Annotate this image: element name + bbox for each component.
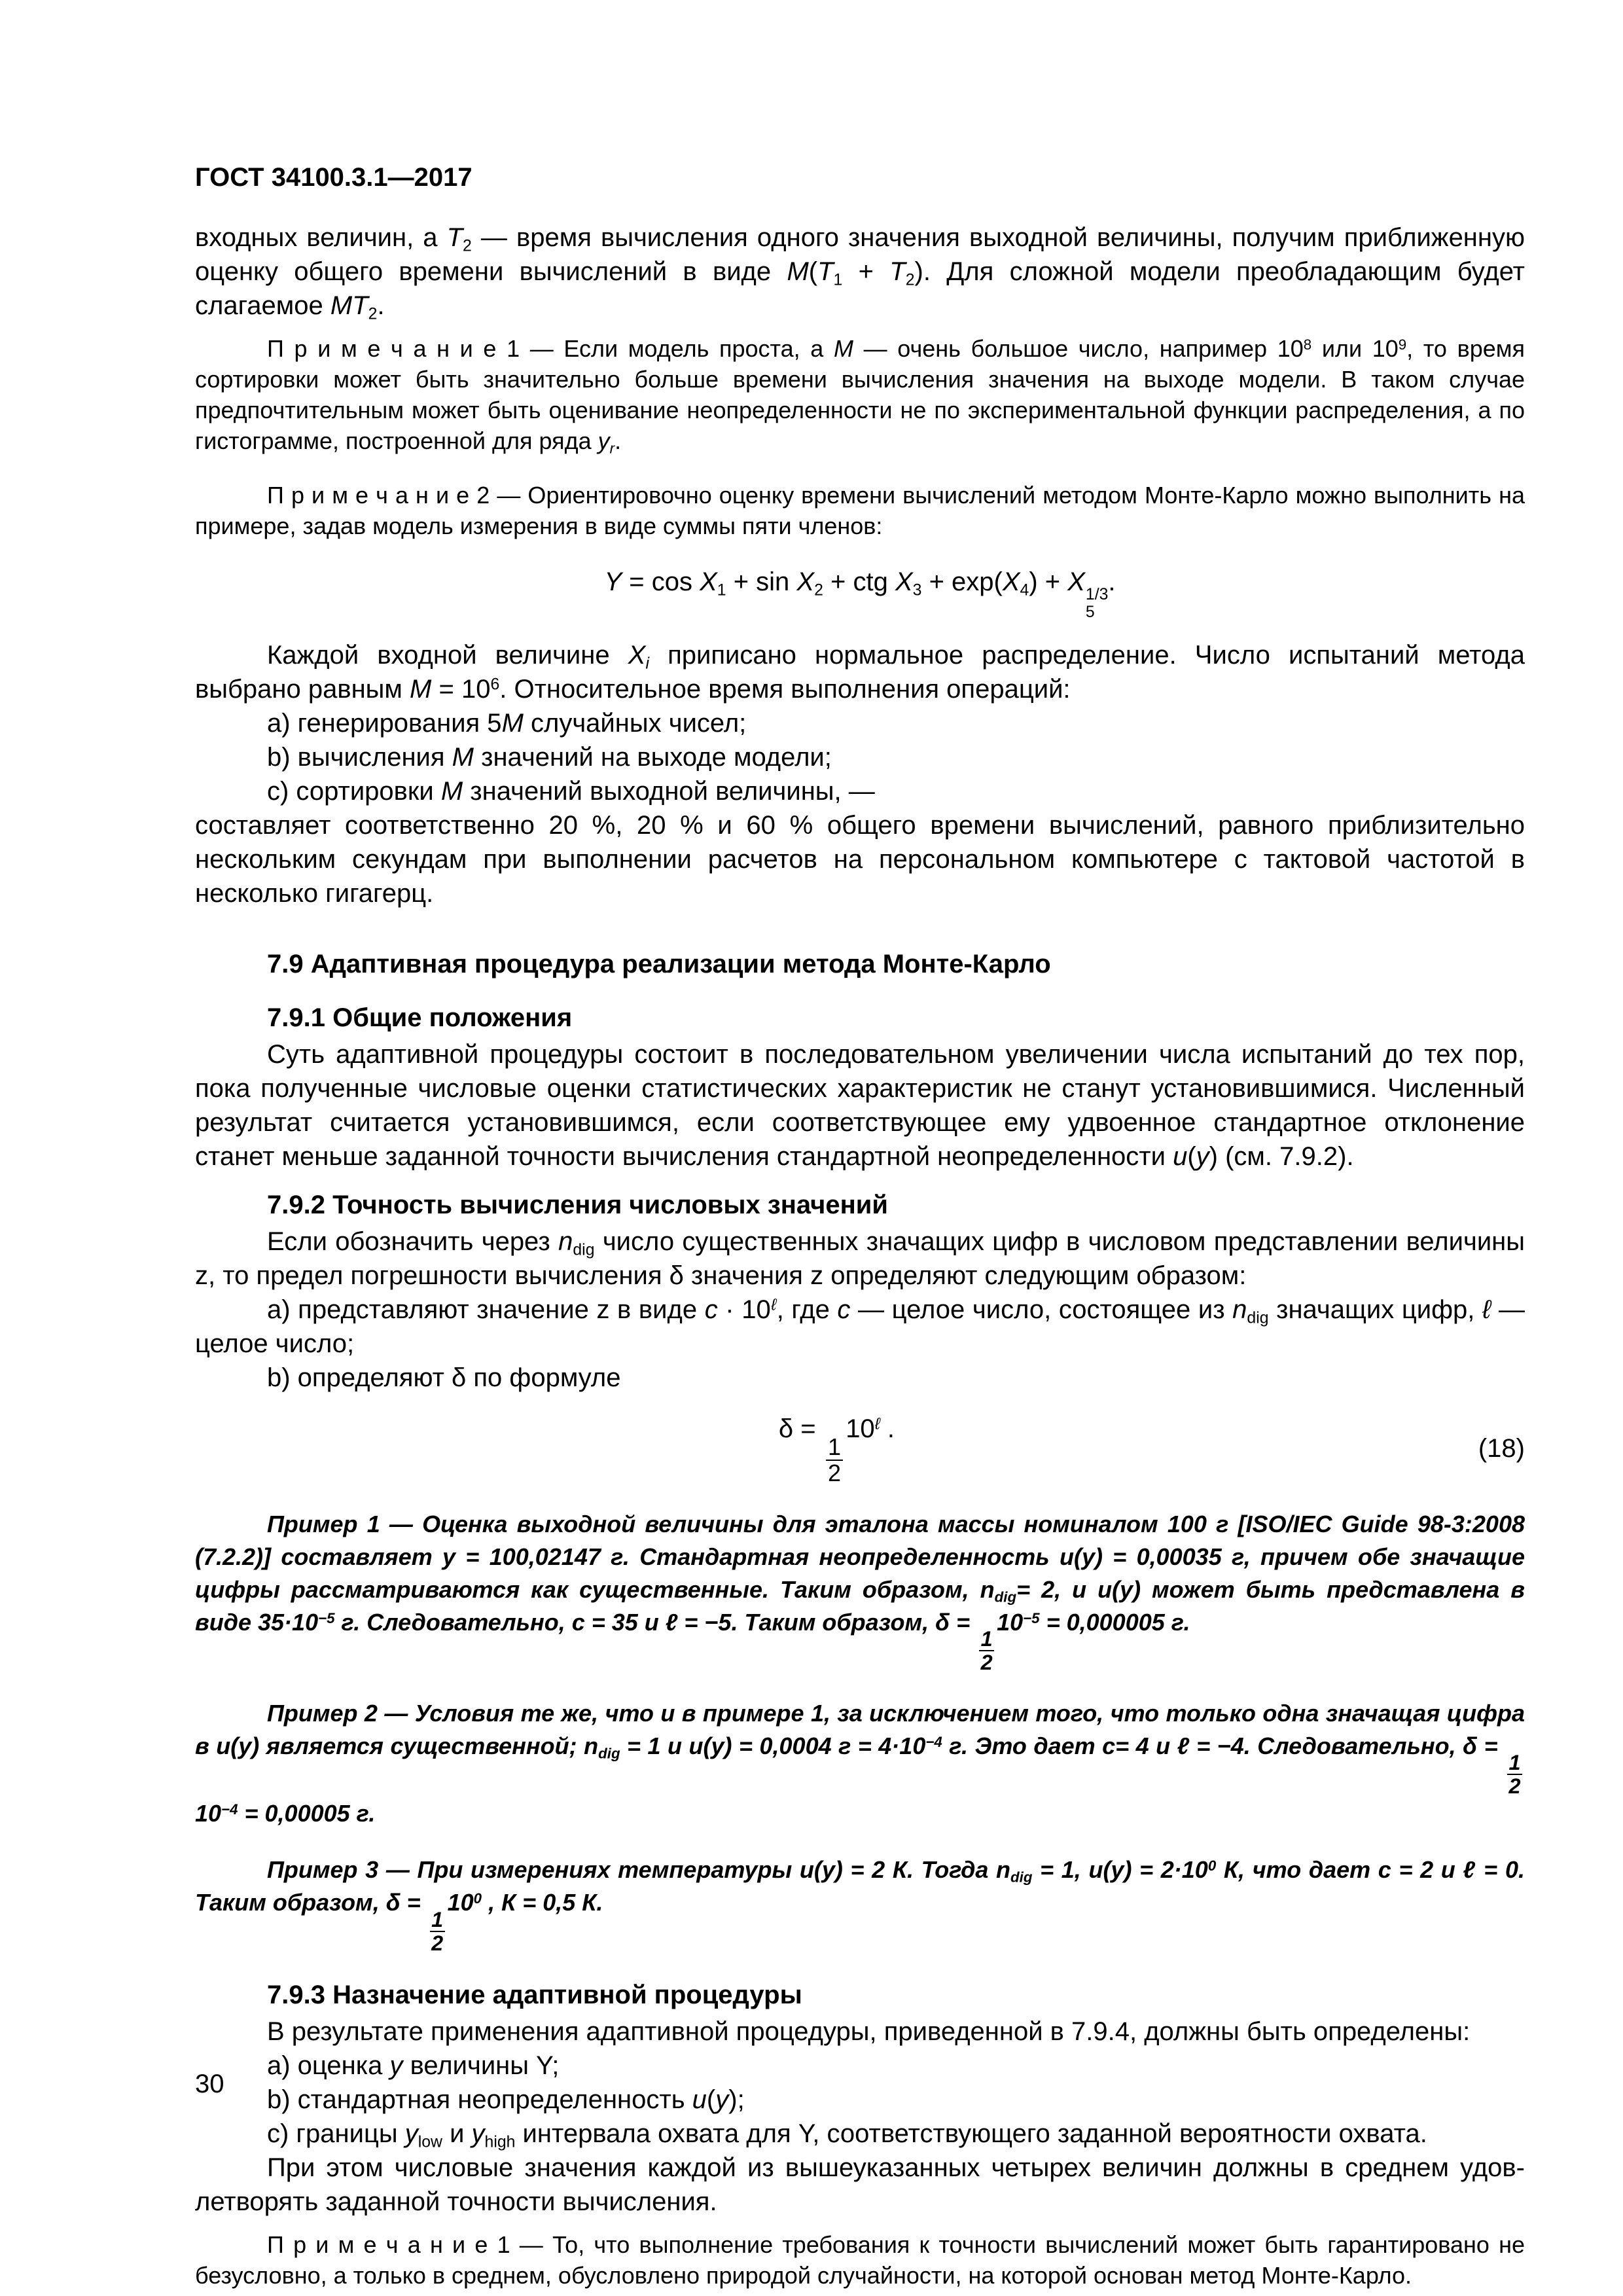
heading-7-9: 7.9 Адаптивная процедура реализации метода Монте-Карло [267, 950, 1051, 979]
list-item-7-9-2-a: a) представляют значение z в виде $c \cdot 10^\ell$, где c — целое число, состоящее из ndig значащих цифр, ℓ — целое число; [195, 1295, 1525, 1359]
list-item-7-9-3-c: c) границы ylow и yhigh интервала охвата для Y, соответствующего заданной вероятности охвата. [267, 2119, 1427, 2151]
para-computation-time: входных величин, а T2 — время вычисления одного значения выходной величины, получим приближенную оценку общего времени вычислений в виде M(T1 + T2). Для сложной модели преобладающим будет слагаемое MT2. [195, 223, 1525, 323]
formula-18-number: (18) [1478, 1434, 1525, 1463]
list-item-ops-a: a) генерирования 5M случайных чисел; [267, 709, 747, 738]
example-3: Пример 3 — При измерениях температуры u(y) = 2 К. Тогда ndig = 1, $u(y) = 2\cdot 10^0$ К, что дает c = 2 и ℓ = 0. Таким образом, δ = $\frac{1}{2}$ $10^0$ , К = 0,5 К. [195, 1856, 1525, 1955]
list-item-7-9-2-b: b) определяют δ по формуле [267, 1363, 621, 1393]
list-item-7-9-3-a: a) оценка y величины Y; [267, 2051, 560, 2080]
note-3: П р и м е ч а н и е 1 — То, что выполнение требования к точности вычислений может быть гарантировано не безусловно, а только в среднем, обусловлено природой случайности, на которой основан метод Монте-Карло. [195, 2231, 1525, 2289]
list-item-7-9-3-b: b) стандартная неопределенность u(y); [267, 2085, 745, 2114]
example-2: Пример 2 — Условия те же, что и в примере 1, за исключением того, что только одна значащая цифра в u(y) является существенной; ndig = 1 и u(y) = 0,0004 $г = 4\cdot 10^{-4}$ г. Это дает c= 4 и ℓ = −4. Следовательно, δ = $\frac{1}{2}$ $10^{-4} = 0,00005$ г. [195, 1700, 1525, 1827]
formula-model-row [195, 565, 1525, 621]
list-item-ops-b: b) вычисления M значений на выходе модели; [267, 743, 832, 772]
formula-model: Y = cos X1 + sin X2 + ctg X3 + exp(X4) + X 1/3 5 . [604, 567, 1116, 621]
example-1: Пример 1 — Оценка выходной величины для эталона массы номиналом 100 г [ISO/IEC Guide 98-3:2008 (7.2.2)] составляет y = 100,02147 г. Стандартная неопределенность u(y) = 0,00035 г, причем обе значащие цифры рассматриваются как существенные. Таким образом, ndig= 2, и u(y) может быть представлена в виде $35\cdot 10^{-5}$ г. Следовательно, c = 35 и ℓ = −5. Таким образом, δ = $\frac{1}{2}$ $10^{-5} = 0,000005$ г. [195, 1510, 1525, 1675]
para-7-9-3: В результате применения адаптивной процедуры, приведенной в 7.9.4, должны быть определены: [267, 2017, 1471, 2046]
para-input-quantities: Каждой входной величине Xi приписано нормальное распределение. Число испытаний метода выбрано равным $M = 10^6$. Относительное время выполнения операций: [195, 641, 1525, 704]
heading-7-9-1: 7.9.1 Общие положения [267, 1003, 573, 1033]
list-item-ops-c: c) сортировки M значений выходной величины, — [267, 777, 875, 806]
para-7-9-2: Если обозначить через ndig число существенных значащих цифр в числовом представлении величины z, то предел погрешности вычисления δ значения z определяют следующим образом: [195, 1227, 1525, 1291]
para-7-9-1: Суть адаптивной процедуры состоит в последовательном увеличении числа испытаний до тех пор, пока полученные числовые оценки статистических характеристик не станут установившимися. Численный результат считается установившимся, если соответствующее ему удвоенное стандартное отклонение станет меньше заданной точности вычисления стандартной неопределенности u(y) (см. 7.9.2). [195, 1040, 1525, 1172]
note-2: П р и м е ч а н и е 2 — Ориентировочно оценку времени вычислений методом Монте-Карло можно выполнить на примере, задав модель измерения в виде суммы пяти членов: [195, 482, 1525, 539]
para-percentages: составляет соответственно 20 %, 20 % и 60 % общего времени вычислений, равного приблизительно нескольким секундам при выполнении расчетов на персональном компьютере с тактовой частотой в несколько гигагерц. [195, 811, 1525, 908]
formula-18-row [195, 1412, 1525, 1486]
heading-7-9-3: 7.9.3 Назначение адаптивной процедуры [267, 1980, 802, 2009]
formula-18: δ = $\frac{1}{2}$ $10^\ell$ . [778, 1414, 895, 1486]
heading-7-9-2: 7.9.2 Точность вычисления числовых значений [267, 1191, 888, 1220]
para-average-accuracy: При этом числовые значения каждой из вышеуказанных четырех величин должны в среднем удовлетворять заданной точности вычисления. [195, 2153, 1525, 2216]
page-number: 30 [195, 2070, 224, 2098]
note-1: П р и м е ч а н и е 1 — Если модель проста, а M — очень большое число, например $10^8$ или $10^9$, то время сортировки может быть значительно больше времени вычисления значения на выходе модели. В таком случае предпочтительным может быть оценивание неопределенности не по экспериментальной функции распределения, а по гистограмме, построенной для ряда yr. [195, 335, 1525, 457]
doc-header: ГОСТ 34100.3.1—2017 [195, 163, 473, 192]
